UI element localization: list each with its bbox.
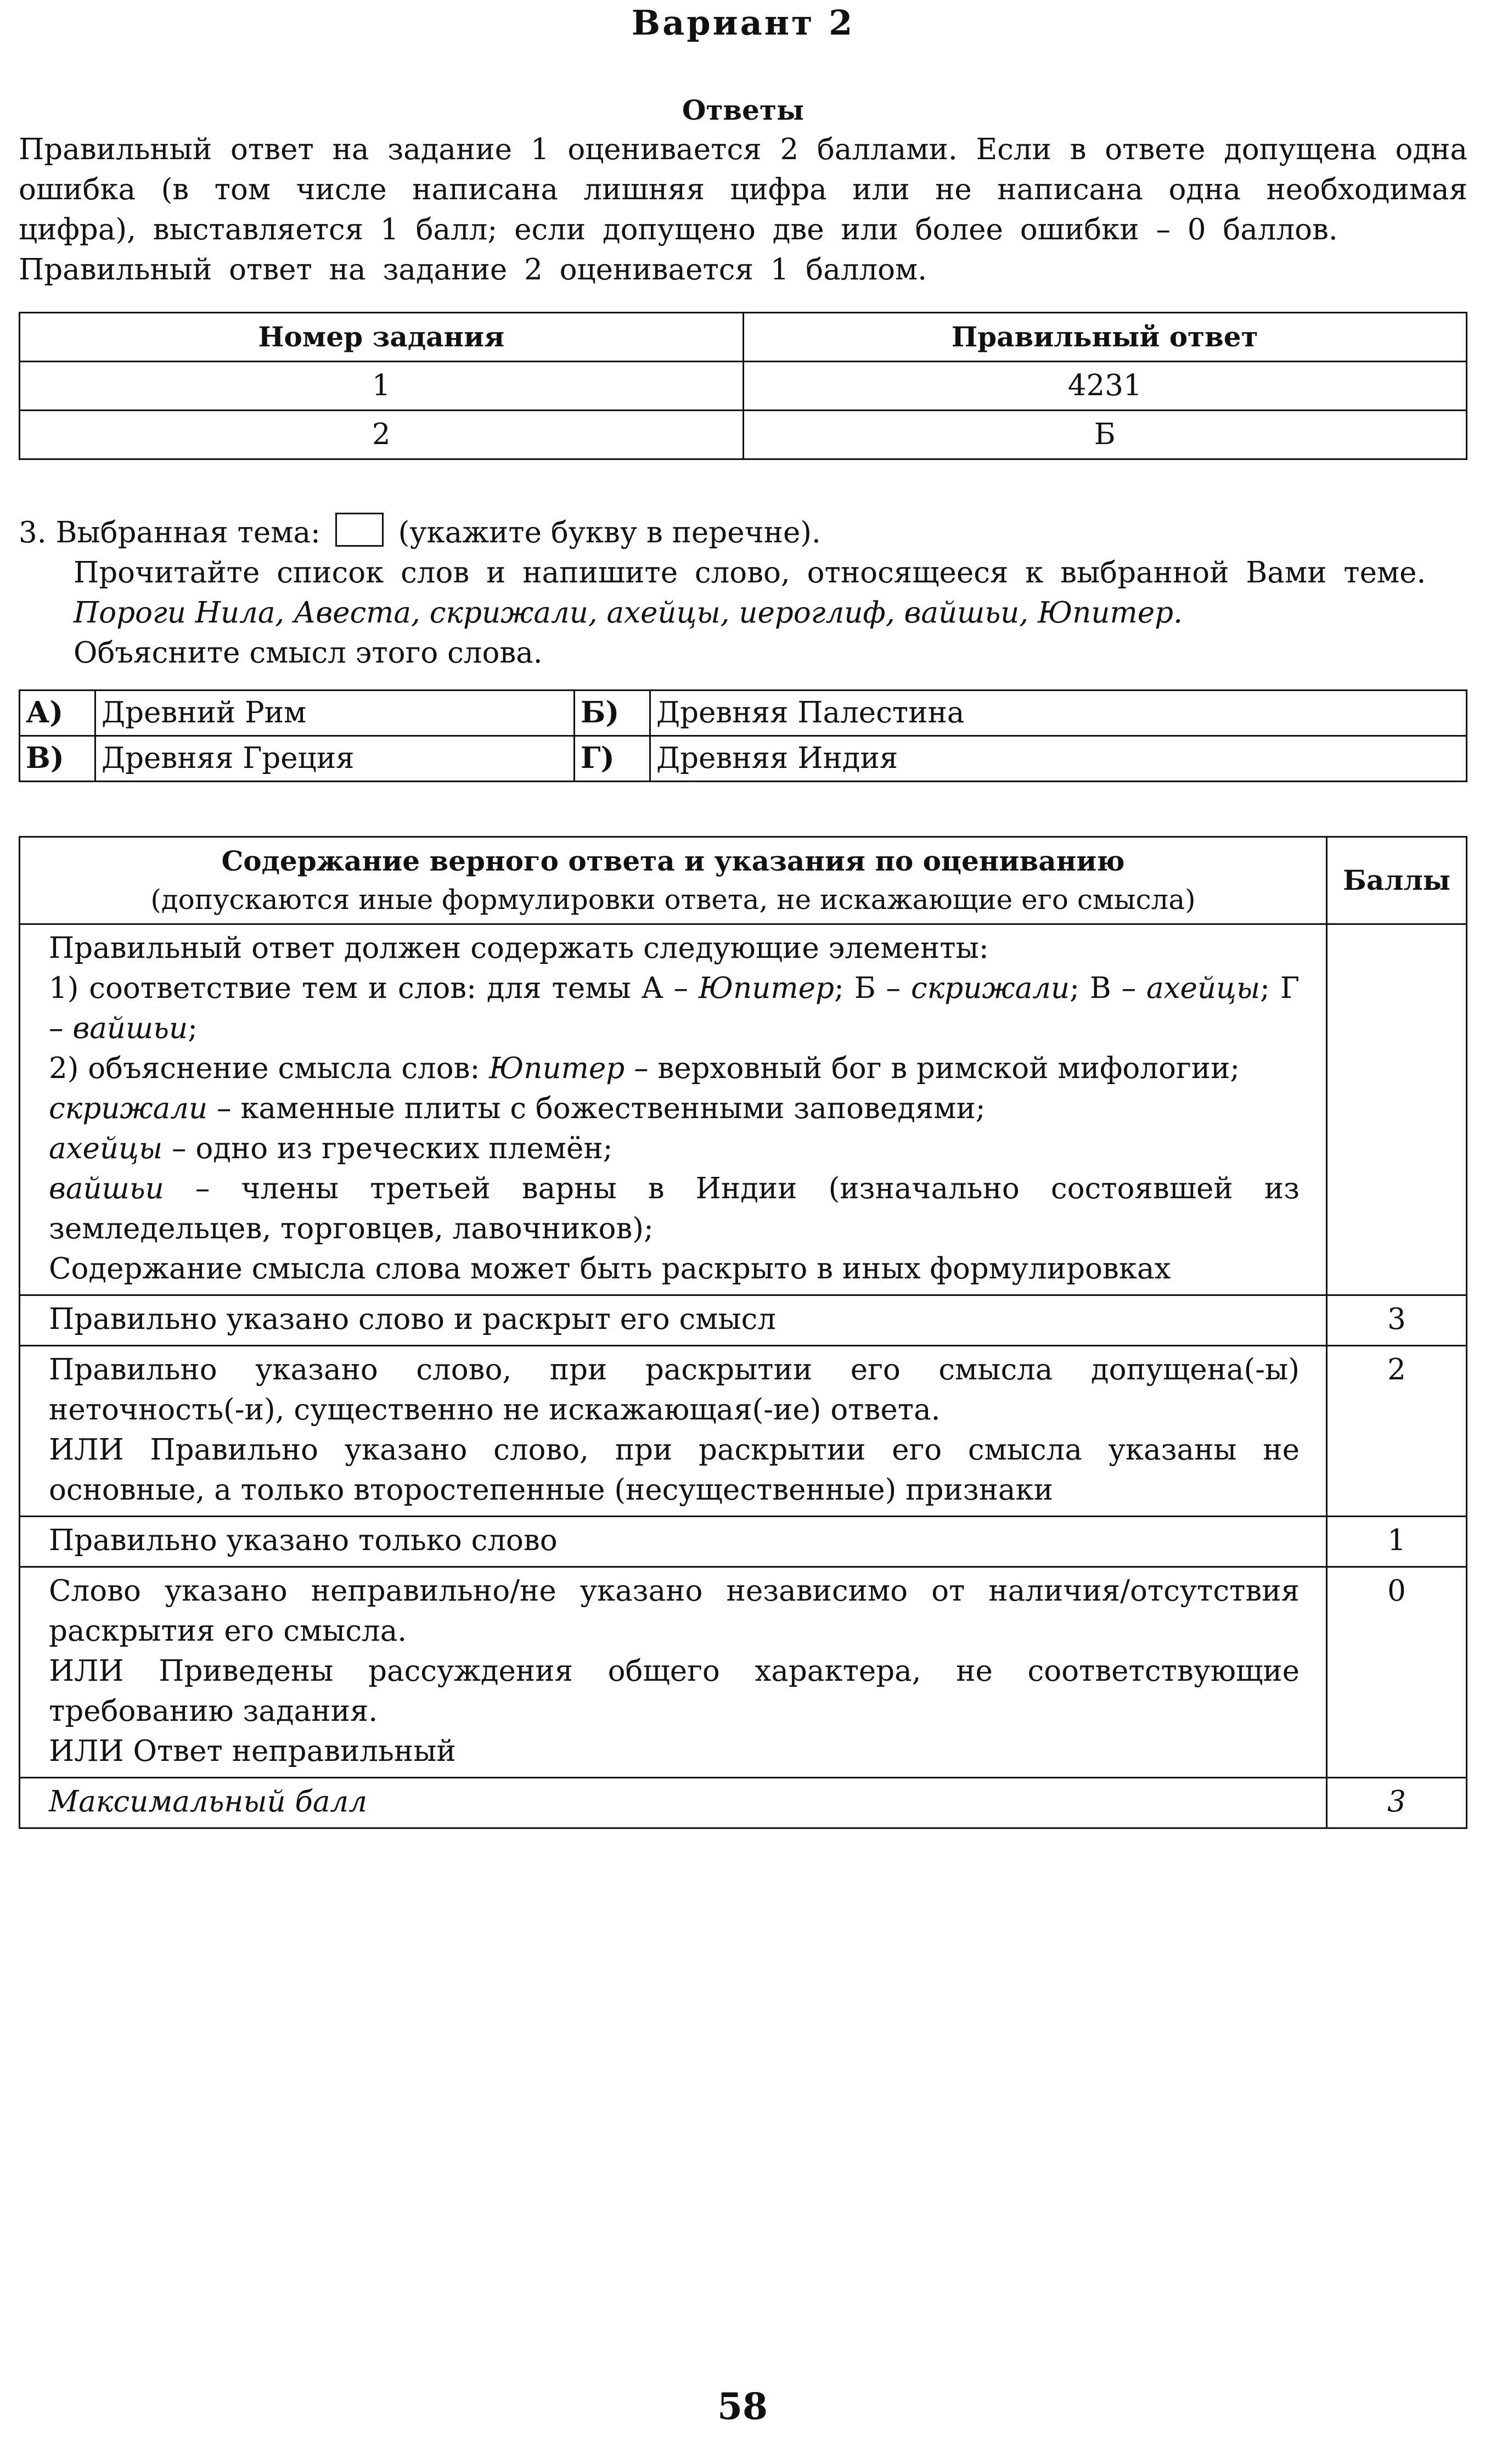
task-number-cell: 1: [20, 362, 744, 411]
criterion-line: ИЛИ Приведены рассуждения общего характера, не соответствующие требованию задания.: [49, 1654, 1300, 1728]
task-3: [19, 513, 1467, 673]
table-row: [20, 691, 1467, 736]
criterion-line: ИЛИ Правильно указано слово, при раскрытии его смысла указаны не основные, а только второстепенные (несущественные) признаки: [49, 1433, 1300, 1507]
theme-letter-box[interactable]: [335, 513, 384, 547]
page-number: 58: [717, 2385, 768, 2428]
theme-name: Древняя Индия: [650, 736, 1467, 782]
header-sub: (допускаются иные формулировки ответа, не искажающие его смысла): [150, 884, 1196, 916]
column-header-content: [20, 837, 1327, 924]
answer-point-1: 1) соответствие тем и слов: для темы А – Юпитер; Б – скрижали; В – ахейцы; Г – вайшьи;: [49, 972, 1300, 1045]
answers-title: Ответы: [682, 94, 805, 126]
criterion-text: [20, 1567, 1327, 1778]
answers-table-header: [20, 313, 1467, 362]
theme-letter: Б): [575, 691, 650, 736]
definition-vaishi: вайшьи – члены третьей варны в Индии (изначально состоявшей из земледельцев, торговцев, лавочников);: [49, 1172, 1300, 1245]
scoring-table: [19, 836, 1467, 1829]
criterion-points: 0: [1327, 1567, 1467, 1778]
header-main: Содержание верного ответа и указания по оцениванию: [221, 845, 1125, 877]
correct-answer-cell: Б: [743, 411, 1467, 459]
task-3-instruction: Прочитайте список слов и напишите слово, относящееся к выбранной Вами теме.: [74, 556, 1426, 590]
criterion-row: [20, 1567, 1467, 1778]
criterion-line: Правильно указано слово, при раскрытии его смысла допущена(-ы) неточность(-и), существенно не искажающая(-ие) ответа.: [49, 1353, 1300, 1427]
definition-akheitsy: ахейцы – одно из греческих племён;: [49, 1132, 613, 1165]
scoring-rule-task1: Правильный ответ на задание 1 оценивается 2 баллами. Если в ответе допущена одна ошибка (в том числе написана лишняя цифра или не написана одна необходимая цифра), выставляется 1 балл; если допущено две или более ошибки – 0 баллов.: [19, 133, 1467, 246]
themes-table: [19, 689, 1467, 782]
max-score-label: Максимальный балл: [20, 1778, 1327, 1828]
answer-point-2: 2) объяснение смысла слов: Юпитер – верховный бог в римской мифологии;: [49, 1052, 1240, 1085]
max-score-row: [20, 1778, 1467, 1828]
max-score-value: 3: [1327, 1778, 1467, 1828]
task-3-prompt-label: Выбранная тема:: [55, 516, 320, 549]
task-3-word-list: Пороги Нила, Авеста, скрижали, ахейцы, иероглиф, вайшьи, Юпитер.: [74, 596, 1183, 630]
task-3-prompt: [19, 513, 1467, 553]
criterion-row: [20, 1517, 1467, 1567]
table-row: [20, 362, 1467, 411]
answer-content-row: [20, 924, 1467, 1295]
scoring-rule-task2: Правильный ответ на задание 2 оценивается 1 баллом.: [19, 253, 927, 287]
criterion-text: Правильно указано слово и раскрыт его смысл: [20, 1295, 1327, 1346]
criterion-text: Правильно указано только слово: [20, 1517, 1327, 1567]
points-cell: [1327, 924, 1467, 1295]
criterion-text: [20, 1346, 1327, 1517]
theme-name: Древняя Греция: [95, 736, 575, 782]
criterion-line: Слово указано неправильно/не указано независимо от наличия/отсутствия раскрытия его смысла.: [49, 1574, 1300, 1648]
answer-intro: Правильный ответ должен содержать следующие элементы:: [49, 931, 989, 965]
theme-letter: Г): [575, 736, 650, 782]
answers-table: [19, 312, 1467, 460]
criterion-points: 2: [1327, 1346, 1467, 1517]
criterion-line: ИЛИ Ответ неправильный: [49, 1735, 456, 1768]
correct-answer-cell: 4231: [743, 362, 1467, 411]
task-3-prompt-hint: (укажите букву в перечне).: [398, 516, 821, 549]
theme-letter: В): [20, 736, 95, 782]
criterion-points: 1: [1327, 1517, 1467, 1567]
table-row: [20, 411, 1467, 459]
task-3-number: 3.: [19, 516, 47, 549]
criterion-row: [20, 1346, 1467, 1517]
column-header-correct-answer: Правильный ответ: [743, 313, 1467, 362]
scoring-table-header: [20, 837, 1467, 924]
criterion-points: 3: [1327, 1295, 1467, 1346]
answer-note: Содержание смысла слова может быть раскрыто в иных формулировках: [49, 1252, 1171, 1286]
answer-content-cell: [20, 924, 1327, 1295]
definition-skrizhali: скрижали – каменные плиты с божественными заповедями;: [49, 1092, 986, 1125]
column-header-points: Баллы: [1327, 837, 1467, 924]
table-row: [20, 736, 1467, 782]
document-page: [19, 0, 1467, 1829]
task-3-explain: Объясните смысл этого слова.: [74, 636, 543, 670]
theme-name: Древняя Палестина: [650, 691, 1467, 736]
task-number-cell: 2: [20, 411, 744, 459]
column-header-task-number: Номер задания: [20, 313, 744, 362]
criterion-row: [20, 1295, 1467, 1346]
theme-letter: А): [20, 691, 95, 736]
theme-name: Древний Рим: [95, 691, 575, 736]
variant-title: Вариант 2: [631, 3, 855, 43]
